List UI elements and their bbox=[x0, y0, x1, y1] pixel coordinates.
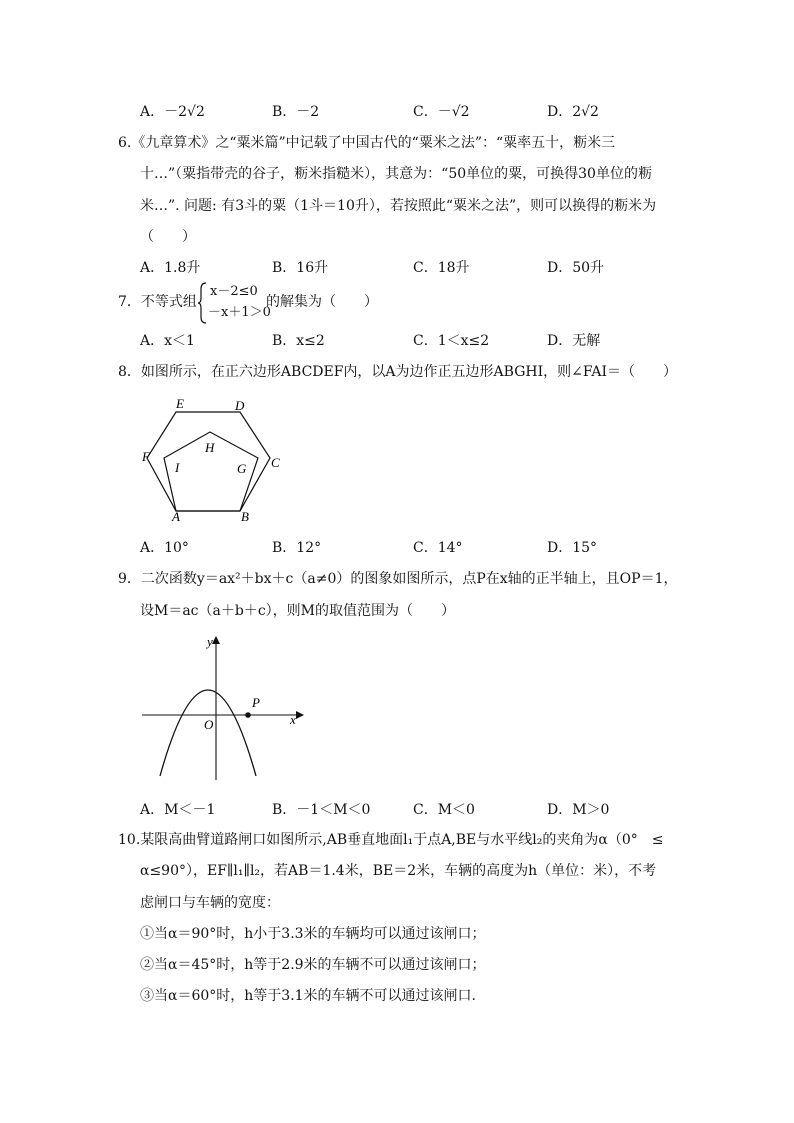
parabola-graph bbox=[138, 634, 308, 784]
hexagon-shape bbox=[147, 412, 270, 511]
origin-label: O bbox=[204, 717, 214, 732]
label-h: H bbox=[205, 440, 215, 455]
q7-option-c: C．1＜x≤2 bbox=[413, 333, 490, 349]
x-axis-label: x bbox=[290, 712, 296, 727]
q8-option-c: C．14° bbox=[413, 540, 463, 556]
label-c: C bbox=[271, 455, 280, 470]
q8-option-d: D．15° bbox=[547, 540, 598, 556]
y-axis-arrow-icon bbox=[212, 636, 220, 644]
label-f: F bbox=[142, 449, 150, 464]
q10-statement-1: ①当α＝90°时，h小于3.3米的车辆均可以通过该闸口； bbox=[140, 926, 486, 942]
q7-inequality-2: －x＋1＞0 bbox=[208, 305, 271, 320]
label-g: G bbox=[237, 461, 247, 476]
parabola-curve bbox=[160, 690, 256, 776]
q10-statement-2: ②当α＝45°时，h等于2.9米的车辆不可以通过该闸口； bbox=[140, 957, 486, 973]
point-p-label: P bbox=[252, 695, 260, 710]
q10-line-1: 10.某限高曲臂道路闸口如图所示,AB垂直地面l₁于点A,BE与水平线l₂的夹角为α（0° ≤ bbox=[118, 832, 664, 848]
q6-line-3: 米…”. 问题: 有3斗的粟（1斗＝10升），若按照此“粟米之法”，则可以换得的粝米为 bbox=[140, 198, 657, 214]
q9-option-d: D．M＞0 bbox=[547, 802, 610, 818]
q7-prefix: 7．不等式组 bbox=[118, 294, 197, 310]
q7-option-a: A．x＜1 bbox=[140, 333, 195, 349]
q10-line-2: α≤90°），EF∥l₁∥l₂，若AB＝1.4米，BE＝2米，车辆的高度为h（单位：米），不考 bbox=[140, 863, 657, 879]
q5-option-d: D．2√2 bbox=[547, 104, 599, 120]
q5-option-c: C．－√2 bbox=[413, 104, 470, 120]
left-brace-icon bbox=[198, 282, 208, 324]
q9-option-c: C．M＜0 bbox=[413, 802, 475, 818]
q5-option-a: A．－2√2 bbox=[140, 104, 205, 120]
label-a: A bbox=[172, 509, 180, 524]
q7-option-b: B．x≤2 bbox=[272, 333, 325, 349]
q7-inequality-1: x－2≤0 bbox=[210, 284, 258, 299]
q9-option-b: B．－1＜M＜0 bbox=[272, 802, 371, 818]
q5-option-b: B．－2 bbox=[272, 104, 320, 120]
point-p bbox=[245, 712, 251, 718]
label-i: I bbox=[175, 460, 180, 475]
q6-line-4: （ ） bbox=[140, 229, 196, 245]
q7-option-d: D．无解 bbox=[547, 333, 601, 349]
q6-option-c: C．18升 bbox=[413, 260, 470, 276]
q9-line-1: 9．二次函数y＝ax²＋bx＋c（a≠0）的图象如图所示，点P在x轴的正半轴上，且OP＝1， bbox=[118, 571, 678, 587]
q6-option-a: A．1.8升 bbox=[140, 260, 201, 276]
q6-line-2: 十…”（粟指带壳的谷子，粝米指糙米），其意为：“50单位的粟，可换得30单位的粝 bbox=[140, 166, 652, 182]
q6-option-b: B．16升 bbox=[272, 260, 329, 276]
hexagon-pentagon-figure bbox=[130, 392, 300, 532]
q8-option-b: B．12° bbox=[272, 540, 322, 556]
q6-line-1: 6.《九章算术》之“粟米篇”中记载了中国古代的“粟米之法”：“粟率五十，粝米三 bbox=[118, 135, 616, 151]
q7-suffix: 的解集为（ ） bbox=[266, 294, 378, 310]
q10-line-3: 虑闸口与车辆的宽度： bbox=[140, 895, 280, 911]
q10-statement-3: ③当α＝60°时，h等于3.1米的车辆不可以通过该闸口. bbox=[140, 988, 476, 1004]
q9-line-2: 设M＝ac（a＋b＋c），则M的取值范围为（ ） bbox=[140, 603, 456, 619]
q9-option-a: A．M＜－1 bbox=[140, 802, 216, 818]
q8-line-1: 8．如图所示，在正六边形ABCDEF内，以A为边作正五边形ABGHI，则∠FAI＝（ ） bbox=[118, 364, 677, 380]
q8-option-a: A．10° bbox=[140, 540, 189, 556]
label-b: B bbox=[241, 509, 249, 524]
q6-option-d: D．50升 bbox=[547, 260, 605, 276]
y-axis-label: y bbox=[207, 634, 213, 649]
label-e: E bbox=[176, 396, 184, 411]
x-axis-arrow-icon bbox=[296, 711, 304, 719]
label-d: D bbox=[235, 398, 245, 413]
